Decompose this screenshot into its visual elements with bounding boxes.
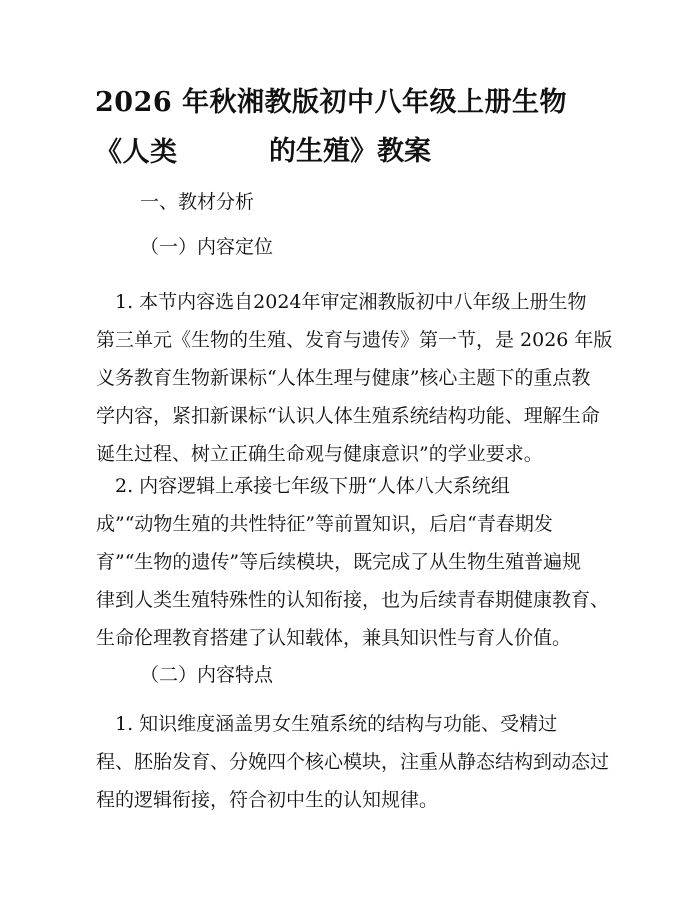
paragraph-1 — [96, 283, 613, 473]
section-heading-teaching-material-analysis: 一、教材分析 — [140, 191, 255, 213]
paragraph-1-line: 1. 本节内容选自2024年审定湘教版初中八年级上册生物 — [96, 291, 587, 313]
subsection-heading-content-positioning: （一）内容定位 — [140, 236, 274, 258]
paragraph-1-line: 诞生过程、树立正确生命观与健康意识”的学业要求。 — [96, 443, 543, 465]
paragraph-2 — [96, 467, 610, 657]
document-title-line-1: 2026 年秋湘教版初中八年级上册生物《人类 — [95, 87, 568, 168]
paragraph-3 — [96, 705, 610, 819]
paragraph-3-line: 程的逻辑衔接，符合初中生的认知规律。 — [96, 789, 439, 811]
paragraph-3-line: 1. 知识维度涵盖男女生殖系统的结构与功能、受精过 — [96, 713, 558, 735]
paragraph-1-line: 义务教育生物新课标“人体生理与健康”核心主题下的重点教 — [96, 367, 591, 389]
paragraph-2-line: 成”“动物生殖的共性特征”等前置知识，后启“青春期发 — [96, 513, 553, 535]
paragraph-2-line: 生命伦理教育搭建了认知载体，兼具知识性与育人价值。 — [96, 627, 572, 649]
document-title-line-2: 的生殖》教案 — [269, 136, 431, 167]
paragraph-3-line: 程、胚胎发育、分娩四个核心模块，注重从静态结构到动态过 — [96, 751, 610, 773]
paragraph-2-line: 2. 内容逻辑上承接七年级下册“人体八大系统组 — [96, 475, 510, 497]
paragraph-2-line: 律到人类生殖特殊性的认知衔接，也为后续青春期健康教育、 — [96, 589, 610, 611]
paragraph-1-line: 第三单元《生物的生殖、发育与遗传》第一节，是 2026 年版 — [96, 329, 613, 351]
subsection-heading-content-features: （二）内容特点 — [140, 664, 274, 686]
paragraph-2-line: 育”“生物的遗传”等后续模块，既完成了从生物生殖普遍规 — [96, 551, 582, 573]
paragraph-1-line: 学内容，紧扣新课标“认识人体生殖系统结构功能、理解生命 — [96, 405, 600, 427]
